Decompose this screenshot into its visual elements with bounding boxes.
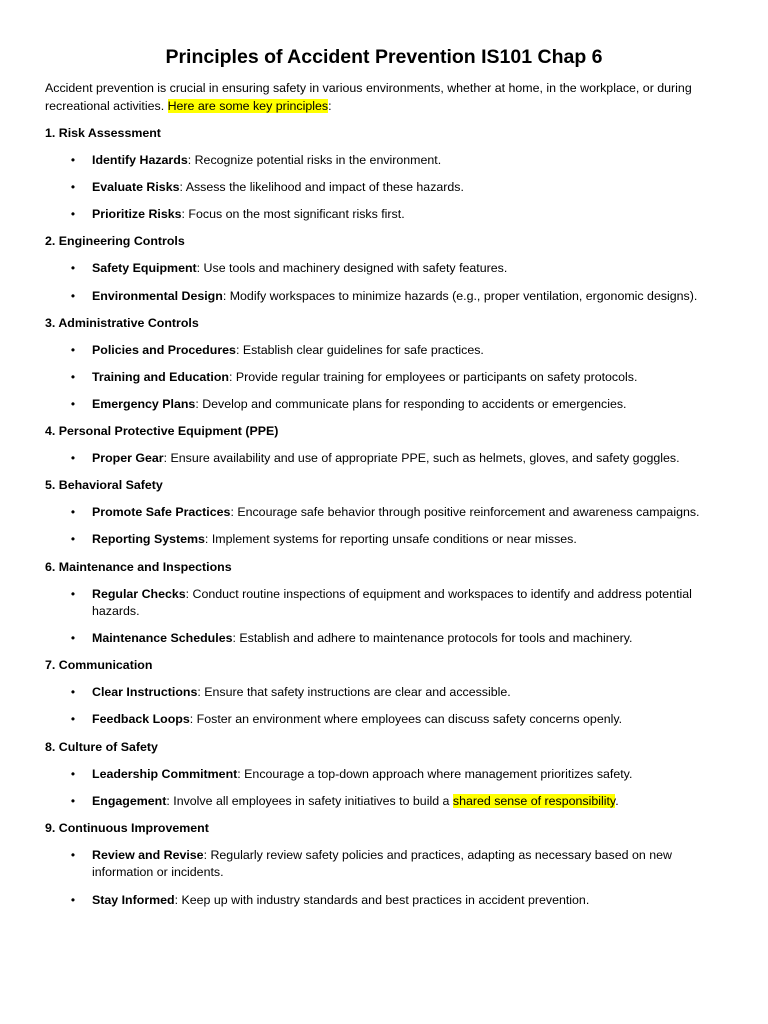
item-description: Foster an environment where employees can discuss safety concerns openly. — [196, 712, 623, 727]
item-separator: : — [179, 180, 186, 195]
item-description: Encourage a top-down approach where management prioritizes safety. — [244, 766, 633, 781]
item-separator: : — [232, 631, 240, 646]
item-term: Emergency Plans — [92, 396, 196, 411]
bullet-icon: • — [70, 153, 76, 168]
section — [45, 820, 725, 909]
item-description: Recognize potential risks in the environment. — [194, 153, 442, 168]
bullet-icon: • — [70, 793, 76, 808]
bullet-icon: • — [70, 342, 76, 357]
bullet-icon: • — [70, 369, 76, 384]
item-description: Encourage safe behavior through positive reinforcement and awareness campaigns. — [237, 505, 700, 520]
item-term: Training and Education — [92, 369, 229, 384]
bullet-list — [45, 847, 725, 909]
list-item — [45, 450, 702, 468]
bullet-icon: • — [70, 631, 76, 646]
list-item — [45, 152, 702, 170]
list-item — [45, 711, 702, 729]
item-description: Regularly review safety policies and practices, adapting as necessary based on new information or incidents. — [92, 847, 672, 880]
item-term: Review and Revise — [92, 847, 204, 862]
list-item — [45, 504, 702, 522]
section-heading: 9. Continuous Improvement — [45, 820, 209, 835]
section — [45, 657, 725, 729]
item-description: Provide regular training for employees or participants on safety protocols. — [235, 369, 638, 384]
sections-container — [45, 125, 725, 919]
bullet-icon: • — [70, 766, 76, 781]
item-term: Reporting Systems — [92, 532, 205, 547]
bullet-icon: • — [70, 288, 76, 303]
section — [45, 233, 725, 305]
bullet-list — [45, 342, 725, 414]
item-term: Stay Informed — [92, 892, 175, 907]
bullet-icon: • — [70, 532, 76, 547]
list-item — [45, 892, 702, 910]
item-separator: : — [195, 396, 203, 411]
section-heading: 5. Behavioral Safety — [45, 478, 163, 493]
item-term: Promote Safe Practices — [92, 505, 231, 520]
item-description: Assess the likelihood and impact of these hazards. — [185, 180, 464, 195]
intro-highlight: Here are some key principles — [167, 98, 329, 113]
list-item — [45, 630, 702, 648]
item-description: Ensure availability and use of appropriate PPE, such as helmets, gloves, and safety goggles. — [170, 451, 680, 466]
bullet-icon: • — [70, 685, 76, 700]
item-separator: : — [230, 505, 238, 520]
section-heading: 4. Personal Protective Equipment (PPE) — [45, 424, 279, 439]
bullet-icon: • — [70, 847, 76, 862]
item-separator: : — [187, 153, 195, 168]
bullet-list — [45, 586, 725, 648]
item-description: Keep up with industry standards and best practices in accident prevention. — [181, 892, 590, 907]
bullet-list — [45, 260, 725, 305]
item-term: Prioritize Risks — [92, 207, 182, 222]
bullet-list — [45, 504, 725, 549]
section-heading: 8. Culture of Safety — [45, 739, 158, 754]
item-description: Develop and communicate plans for responding to accidents or emergencies. — [202, 396, 627, 411]
list-item — [45, 288, 702, 306]
bullet-icon: • — [70, 180, 76, 195]
item-term: Maintenance Schedules — [92, 631, 233, 646]
item-description: Establish and adhere to maintenance protocols for tools and machinery. — [239, 631, 633, 646]
item-description: Ensure that safety instructions are clear and accessible. — [204, 685, 511, 700]
item-separator: : — [222, 288, 230, 303]
bullet-icon: • — [70, 451, 76, 466]
item-term: Policies and Procedures — [92, 342, 236, 357]
item-separator: : — [185, 586, 193, 601]
item-separator: : — [166, 793, 174, 808]
list-item — [45, 766, 702, 784]
item-separator: : — [235, 342, 243, 357]
item-separator: : — [229, 369, 236, 384]
intro-paragraph — [45, 80, 705, 115]
bullet-list — [45, 450, 725, 468]
item-term: Evaluate Risks — [92, 180, 180, 195]
item-separator: : — [181, 207, 189, 222]
list-item — [45, 369, 702, 387]
item-separator: : — [237, 766, 245, 781]
item-term: Clear Instructions — [92, 685, 198, 700]
section — [45, 125, 725, 224]
item-description: Focus on the most significant risks first. — [188, 207, 405, 222]
intro-text: Accident prevention is crucial in ensuring safety in various environments, whether at home, in the workplace, or during recreational activities. — [45, 81, 692, 113]
bullet-icon: • — [70, 396, 76, 411]
item-term: Environmental Design — [92, 288, 223, 303]
list-item — [45, 260, 702, 278]
bullet-icon: • — [70, 892, 76, 907]
list-item — [45, 793, 702, 811]
item-term: Leadership Commitment — [92, 766, 238, 781]
item-description: Use tools and machinery designed with safety features. — [203, 261, 508, 276]
item-description: Implement systems for reporting unsafe conditions or near misses. — [211, 532, 577, 547]
item-term: Identify Hazards — [92, 153, 188, 168]
item-separator: : — [196, 261, 204, 276]
section-heading: 2. Engineering Controls — [45, 234, 185, 249]
item-separator: : — [203, 847, 211, 862]
bullet-icon: • — [70, 712, 76, 727]
bullet-icon: • — [70, 261, 76, 276]
list-item — [45, 531, 702, 549]
list-item — [45, 847, 702, 882]
bullet-list — [45, 684, 725, 729]
intro-text-end: : — [328, 98, 332, 113]
list-item — [45, 206, 702, 224]
item-term: Feedback Loops — [92, 712, 190, 727]
bullet-icon: • — [70, 505, 76, 520]
section — [45, 559, 725, 648]
section — [45, 423, 725, 468]
item-term: Regular Checks — [92, 586, 186, 601]
bullet-icon: • — [70, 207, 76, 222]
item-separator: : — [174, 892, 182, 907]
item-separator: : — [204, 532, 212, 547]
item-description: Involve all employees in safety initiatives to build a — [173, 793, 453, 808]
item-term: Engagement — [92, 793, 167, 808]
list-item — [45, 396, 702, 414]
list-item — [45, 684, 702, 702]
item-description: Modify workspaces to minimize hazards (e.g., proper ventilation, ergonomic designs). — [229, 288, 698, 303]
item-term: Proper Gear — [92, 451, 164, 466]
document-title: Principles of Accident Prevention IS101 Chap 6 — [165, 46, 603, 68]
section-heading: 6. Maintenance and Inspections — [45, 559, 232, 574]
item-description-end: . — [615, 793, 619, 808]
section — [45, 315, 725, 414]
bullet-list — [45, 152, 725, 224]
item-separator: : — [163, 451, 171, 466]
item-description: Establish clear guidelines for safe practices. — [242, 342, 484, 357]
section-heading: 3. Administrative Controls — [45, 315, 199, 330]
section — [45, 739, 725, 811]
item-description: Conduct routine inspections of equipment and workspaces to identify and address potential hazards. — [92, 586, 692, 619]
list-item — [45, 586, 702, 621]
section — [45, 477, 725, 549]
item-term: Safety Equipment — [92, 261, 197, 276]
bullet-icon: • — [70, 586, 76, 601]
section-heading: 1. Risk Assessment — [45, 126, 161, 140]
item-separator: : — [197, 685, 205, 700]
section-heading: 7. Communication — [45, 658, 153, 673]
item-highlight: shared sense of responsibility — [452, 793, 616, 808]
bullet-list — [45, 766, 725, 811]
list-item — [45, 342, 702, 360]
list-item — [45, 179, 702, 197]
item-separator: : — [189, 712, 197, 727]
